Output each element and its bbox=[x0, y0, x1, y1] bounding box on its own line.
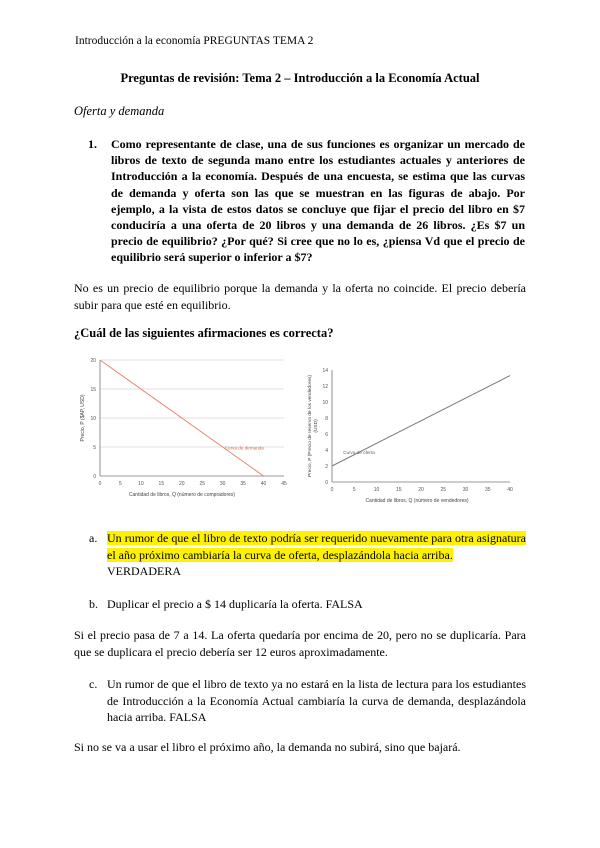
y-tick-label: 20 bbox=[90, 358, 96, 364]
option-b-text: Duplicar el precio a $ 14 duplicaría la oferta. FALSA bbox=[107, 597, 363, 611]
demand-curve-label: Curva de demanda bbox=[224, 445, 264, 451]
answer-1: No es un precio de equilibrio porque la demanda y la oferta no coincide. El precio debería subir para que esté en equilibrio. bbox=[74, 281, 526, 312]
question-2-heading: ¿Cuál de las siguientes afirmaciones es correcta? bbox=[74, 326, 334, 340]
question-number: 1. bbox=[88, 137, 97, 151]
x-tick-label: 25 bbox=[199, 481, 206, 487]
y-tick-label: 10 bbox=[322, 400, 328, 406]
x-tick-label: 5 bbox=[352, 487, 356, 493]
x-tick-label: 0 bbox=[98, 481, 102, 487]
x-axis-label: Cantidad de libros, Q (número de vendedores) bbox=[365, 498, 469, 504]
y-axis-label: Precio, P ($AP, USD) bbox=[80, 394, 86, 442]
y-tick-label: 8 bbox=[325, 416, 328, 422]
y-tick-label: 6 bbox=[325, 432, 328, 438]
y-tick-label: 5 bbox=[93, 445, 96, 451]
comment-c: Si no se va a usar el libro el próximo año, la demanda no subirá, sino que bajará. bbox=[74, 740, 461, 754]
option-b bbox=[89, 596, 526, 613]
comment-b: Si el precio pasa de 7 a 14. La oferta quedaría por encima de 20, pero no se duplicaría. Para que se duplicara el precio debería ser 12 euros aproximadamente. bbox=[74, 628, 526, 659]
x-axis-label: Cantidad de libros, Q (número de compradores) bbox=[128, 492, 236, 498]
question-1 bbox=[88, 136, 525, 266]
supply-curve-label: Curva de oferta bbox=[343, 450, 375, 455]
page-header: Introducción a la economía PREGUNTAS TEMA 2 bbox=[75, 35, 314, 47]
x-tick-label: 35 bbox=[240, 481, 246, 487]
option-b-label: b. bbox=[89, 597, 98, 611]
x-tick-label: 10 bbox=[373, 487, 380, 493]
question-text: Como representante de clase, una de sus funciones es organizar un mercado de libros de texto de segunda mano entre los estudiantes actuales y anteriores de Introducción a la economía. Después de una encuesta, se estima que las curvas de demanda y oferta son las que se muestran en las figuras de abajo. Por ejemplo, a la vista de estos datos se concluye que fijar el precio del libro en $7 conduciría a una oferta de 20 libros y una demanda de 26 libros. ¿Es $7 un precio de equilibrio? ¿Por qué? Si cree que no lo es, ¿piensa Vd que el precio de equilibrio será superior o inferior a $7? bbox=[111, 137, 525, 265]
option-a-text: Un rumor de que el libro de texto podría ser requerido nuevamente para otra asignatura el año próximo cambiaría la curva de oferta, desplazándola hacia arriba. bbox=[107, 531, 526, 562]
y-tick-label: 14 bbox=[322, 368, 328, 374]
option-c-label: c. bbox=[89, 677, 98, 691]
option-c bbox=[89, 676, 526, 726]
y-tick-label: 2 bbox=[325, 464, 328, 470]
x-tick-label: 15 bbox=[158, 481, 165, 487]
supply-chart bbox=[304, 360, 526, 508]
x-tick-label: 20 bbox=[418, 487, 424, 493]
option-a-label: a. bbox=[89, 531, 98, 545]
y-tick-label: 0 bbox=[93, 474, 96, 480]
y-tick-label: 15 bbox=[90, 387, 96, 393]
y-tick-label: 12 bbox=[322, 384, 328, 390]
x-tick-label: 10 bbox=[138, 481, 144, 487]
option-a bbox=[89, 530, 526, 580]
x-tick-label: 40 bbox=[507, 487, 513, 493]
x-tick-label: 15 bbox=[395, 487, 402, 493]
section-title: Oferta y demanda bbox=[74, 104, 165, 118]
x-tick-label: 45 bbox=[281, 481, 287, 487]
option-c-text: Un rumor de que el libro de texto ya no estará en la lista de lectura para los estudiantes de Introducción a la Economía Actual cambiaría la curva de demanda, desplazándola hacia arriba. FALSA bbox=[107, 677, 526, 724]
x-tick-label: 20 bbox=[178, 481, 185, 487]
y-tick-label: 10 bbox=[90, 416, 96, 422]
x-tick-label: 25 bbox=[440, 487, 447, 493]
x-tick-label: 30 bbox=[462, 487, 469, 493]
x-tick-label: 30 bbox=[219, 481, 226, 487]
x-tick-label: 40 bbox=[260, 481, 267, 487]
x-tick-label: 5 bbox=[119, 481, 122, 487]
x-tick-label: 0 bbox=[330, 487, 334, 493]
y-tick-label: 4 bbox=[325, 448, 328, 454]
x-tick-label: 35 bbox=[484, 487, 491, 493]
page-title: Preguntas de revisión: Tema 2 – Introducción a la Economía Actual bbox=[120, 71, 480, 85]
y-axis-label: Precio, P (Precio de reserva de los vendedores)(USD) bbox=[308, 374, 319, 478]
y-tick-label: 0 bbox=[325, 480, 328, 486]
demand-chart bbox=[68, 352, 300, 504]
option-a-verdict: VERDADERA bbox=[107, 564, 181, 578]
